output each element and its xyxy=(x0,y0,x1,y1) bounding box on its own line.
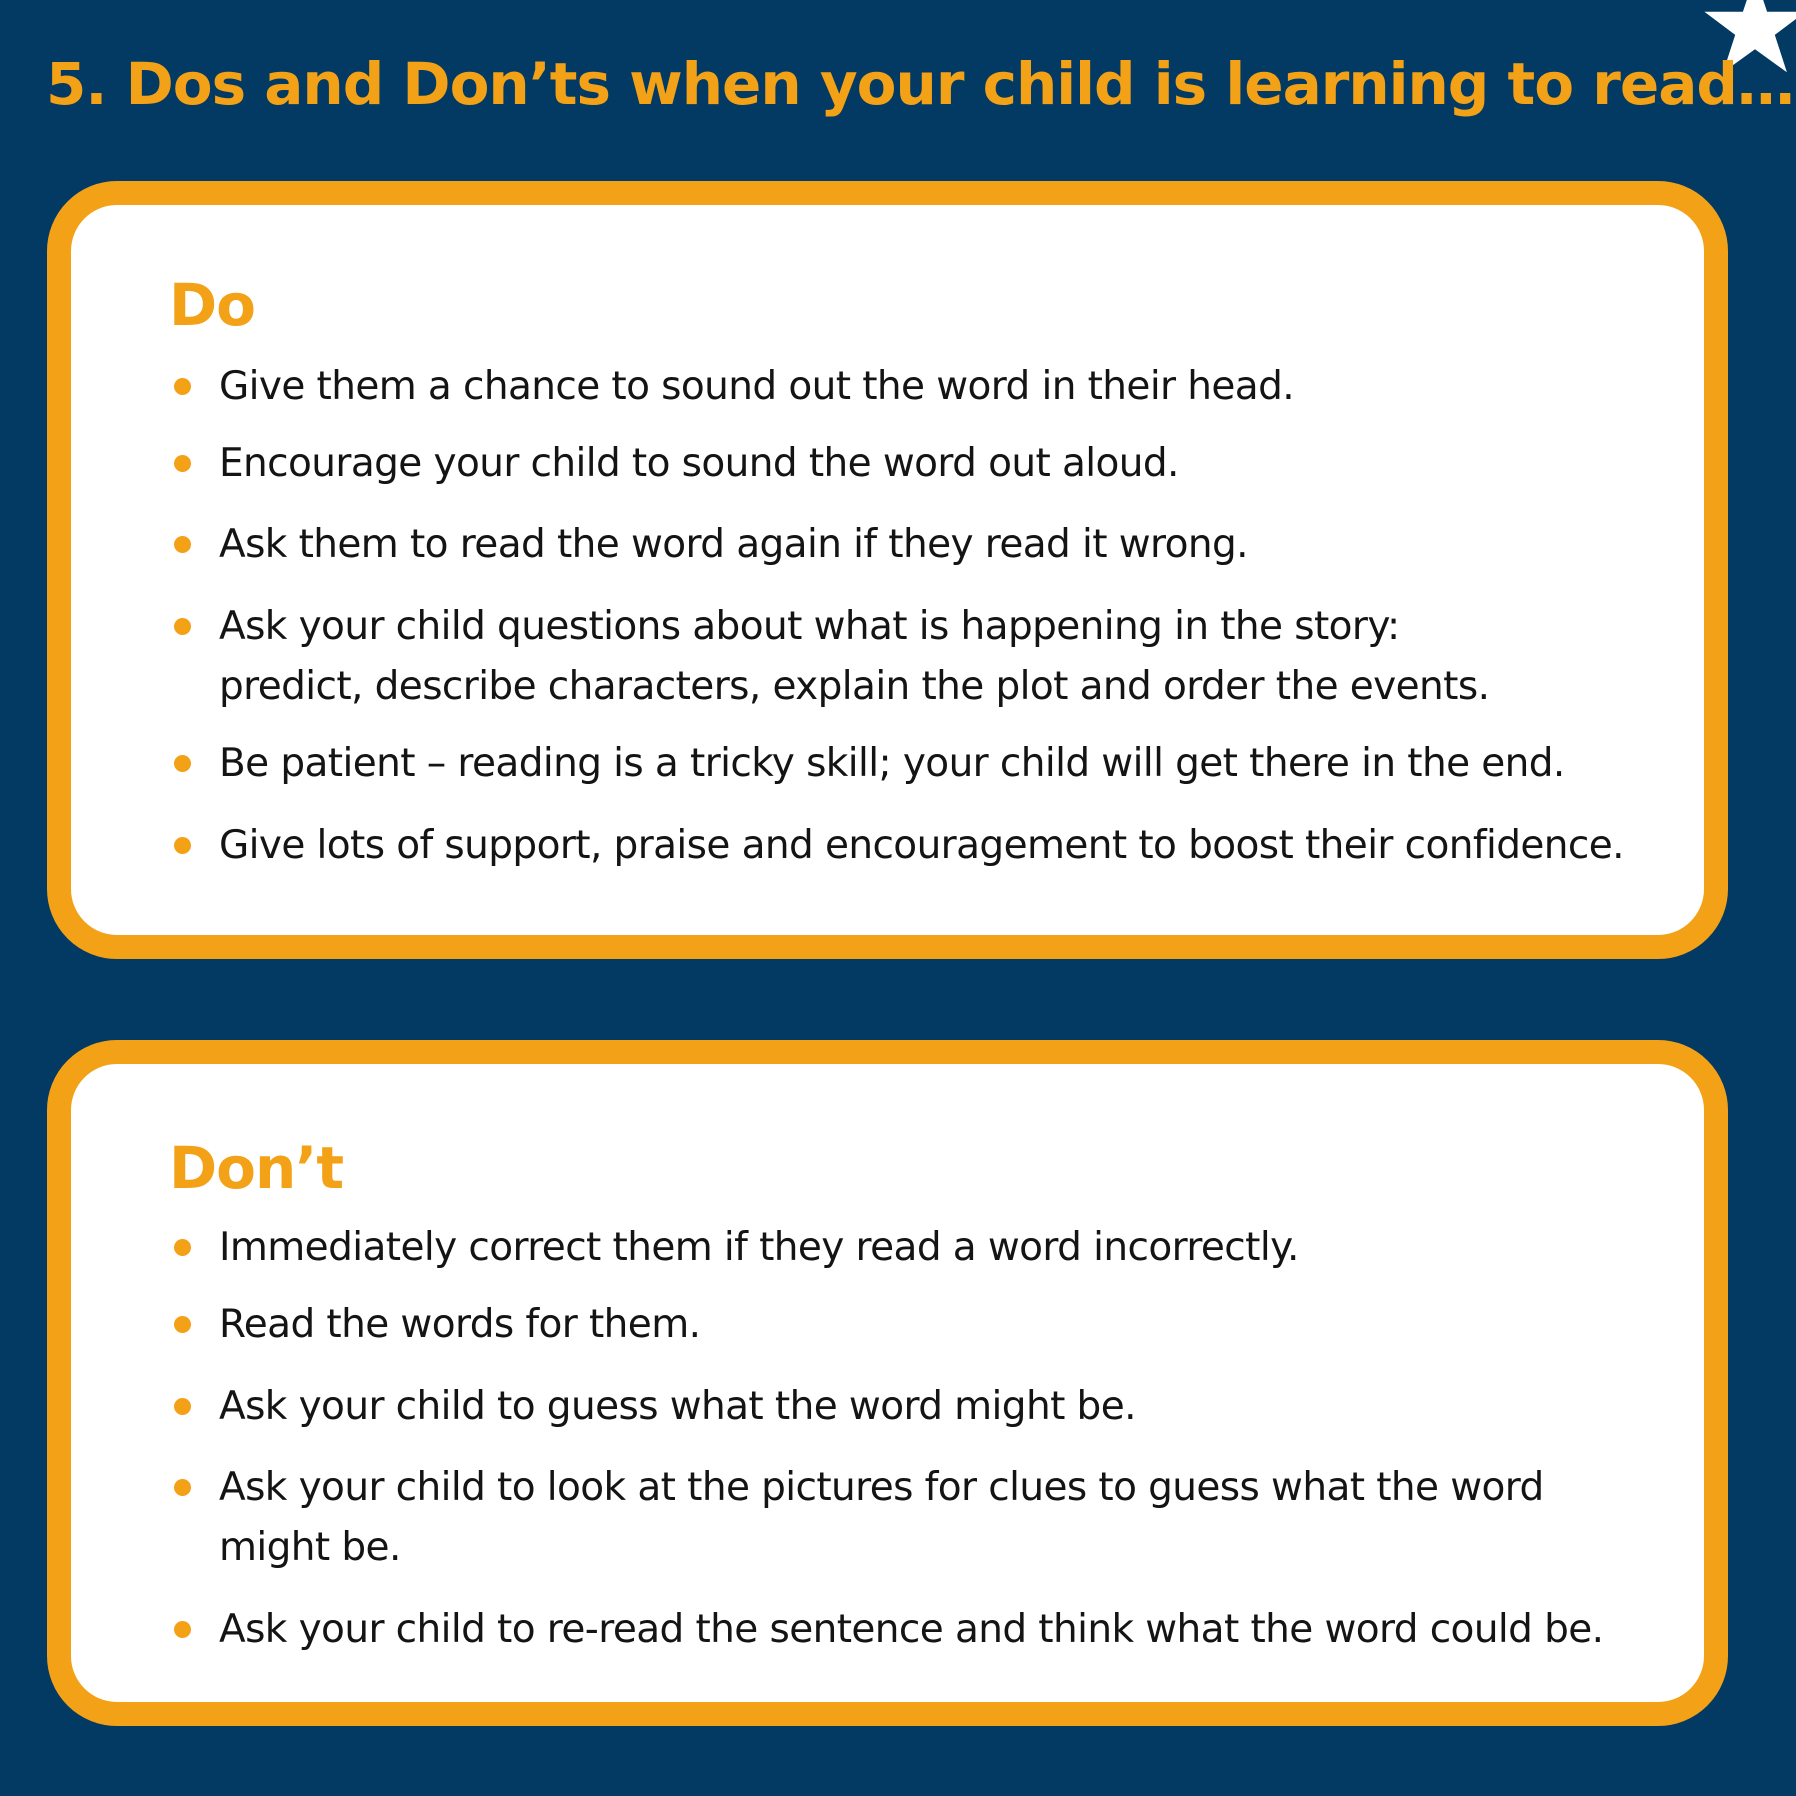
dont-heading: Don’t xyxy=(169,1134,344,1202)
bullet-icon xyxy=(174,536,191,553)
do-item-text: Ask them to read the word again if they read it wrong. xyxy=(219,522,1248,567)
bullet-icon xyxy=(174,618,191,635)
dont-item-text: Read the words for them. xyxy=(219,1302,701,1347)
dont-card xyxy=(47,1040,1728,1726)
page-title: 5. Dos and Don’ts when your child is learning to read… xyxy=(46,50,1794,118)
do-item-text: Be patient – reading is a tricky skill; your child will get there in the end. xyxy=(219,741,1565,786)
do-item-text: Give them a chance to sound out the word in their head. xyxy=(219,364,1295,409)
bullet-icon xyxy=(174,1479,191,1496)
bullet-icon xyxy=(174,455,191,472)
do-item-text: Encourage your child to sound the word out aloud. xyxy=(219,441,1179,486)
do-item-text: Ask your child questions about what is happening in the story: predict, describe characters, explain the plot and order the events. xyxy=(219,604,1490,709)
do-item-text: Give lots of support, praise and encouragement to boost their confidence. xyxy=(219,823,1624,868)
bullet-icon xyxy=(174,1621,191,1638)
bullet-icon xyxy=(174,1398,191,1415)
dont-item-text: Immediately correct them if they read a word incorrectly. xyxy=(219,1225,1299,1270)
bullet-icon xyxy=(174,1239,191,1256)
bullet-icon xyxy=(174,837,191,854)
dont-item-text: Ask your child to look at the pictures for clues to guess what the word might be. xyxy=(219,1465,1544,1570)
dont-item-text: Ask your child to guess what the word might be. xyxy=(219,1384,1136,1429)
do-card xyxy=(47,181,1728,959)
bullet-icon xyxy=(174,378,191,395)
dont-item-text: Ask your child to re-read the sentence and think what the word could be. xyxy=(219,1607,1604,1652)
bullet-icon xyxy=(174,1316,191,1333)
do-heading: Do xyxy=(169,271,255,339)
bullet-icon xyxy=(174,755,191,772)
